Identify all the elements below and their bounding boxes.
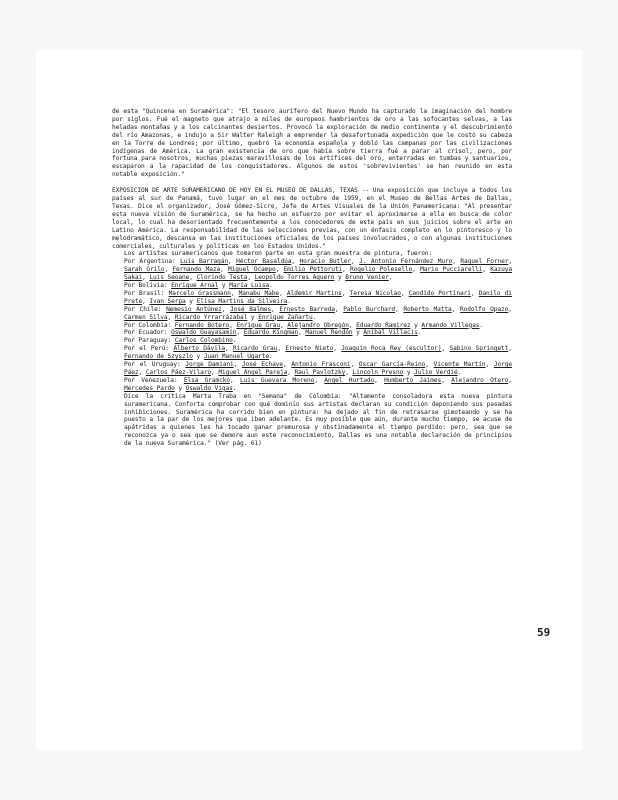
artist-name: Elisa Martins da Silveira — [196, 297, 288, 305]
artist-name: Horacio Butler — [299, 258, 352, 266]
artists-intro: Los artistas suramericanos que tomaron parte en esta gran muestra de pintura, fueron: — [124, 250, 433, 258]
artist-name: Eduardo Ramírez — [356, 321, 411, 329]
artist-name: José Balmes — [229, 305, 271, 313]
artist-name: Ernesto Nieto — [285, 345, 334, 353]
artist-name: Miguel Angel Pareja — [218, 369, 288, 376]
country-artists: Por Argentina: Luis Barragán, Héctor Basaldúa, Horacio Butler, J. Antonio Fernández Muro, Raquel Forner, Sarah Grilo, Fernando Maza, Miguel Ocampo, Emilio Pettoruti, Rogelio Polesello, Mario Pucciarelli, Kazuya Sakai, Luis Seoane, Clorindo Testa, Leopoldo Torres Aguero y Bruno Venier. — [124, 258, 512, 282]
artist-name: Sarah Grilo — [124, 266, 165, 274]
artist-name: Enrique Arnal — [171, 282, 219, 290]
artist-name: Carlos Páez-Vilaro — [145, 369, 212, 376]
page-number: 59 — [537, 626, 551, 639]
artist-name: Sabino Springett — [449, 345, 509, 353]
artist-name: Mario Pucciarelli — [420, 266, 483, 274]
country-artists: Por Ecuador: Oswaldo Guayasamín, Eduardo Kingman, Manuel Rendón y Aníbal Villacís. — [124, 329, 422, 337]
artist-name: Oswaldo Guayasamín — [171, 329, 237, 337]
artist-name: Enrique Zañartu — [258, 313, 313, 321]
artist-name: José Echave — [241, 361, 283, 369]
country-label: Por Ecuador: — [124, 329, 168, 337]
artist-name: Eduardo Kingman — [243, 329, 299, 337]
artist-name: Danilo di Prete — [124, 289, 512, 305]
artist-name: Candido Portinari — [408, 289, 471, 297]
artist-name: Julio Verdié — [414, 369, 458, 376]
country-label: Por el Uruguay: — [124, 361, 181, 369]
artist-name: Marcelo Grassmann — [168, 289, 231, 297]
artist-name: Enrique Grau — [236, 321, 280, 329]
country-label: Por Chile: — [124, 305, 162, 313]
artist-name: Héctor Basaldúa — [236, 258, 292, 266]
artist-name: Ernesto Barreda — [279, 305, 335, 313]
exhibition-paragraph: EXPOSICION DE ARTE SURAMERICANO DE HOY EN EL MUSEO DE DALLAS, TEXAS -- Una exposición que incluye a todos los países al sur de Panamá, tuvo lugar en el mes de octubre de 1959, en el Museo de Bellas Artes de Dallas, Texas. Dice el organizador, José Gómez-Sicre, Jefe de Artes Visuales de la Unión Panamericana: "Al presentar esta nueva visión de Suramérica, se ha hecho un esfuerzo por evitar el aproximarse a ella en busca de color local, lo cual ha desorientado frecuentemente a los conocedores de este país en sus juicios sobre el arte en Latino América. La responsabilidad de las selecciones previas, con un énfasis completo en lo pintoresco y lo melodramático, descansa en las instituciones oficiales de los países involucrados, o con algunas instituciones comerciales, culturales y políticas en los Estados Unidos." — [112, 187, 512, 250]
artist-name: Rogelio Polesello — [350, 266, 413, 274]
country-artists: Por Brasil: Marcelo Grassmann, Manabu Mabe, Aldemir Martins, Teresa Nicolao, Candido Portinari, Danilo di Prete, Ivan Serpa y Elisa Martins da Silveira. — [124, 289, 512, 305]
artist-name: Raul Pavlotzky — [294, 369, 346, 376]
country-label: Por Bolivia: — [124, 282, 168, 290]
country-artists: Por Bolivia: Enrique Arnal y María Luisa. — [124, 282, 273, 290]
document-page — [36, 50, 582, 750]
artist-name: Carmen Silva — [124, 313, 168, 321]
artist-name: Alejandro Otero — [451, 376, 509, 384]
country-artists: Por Chile: Nemesio Antúnez, José Balmes, Ernesto Barreda, Pablo Burchard, Roberto Matta, Rodolfo Opazo, Carmen Silva, Ricardo Yrrarrázabal y Enrique Zañartu. — [124, 305, 512, 321]
artist-name: Fernando Maza — [172, 266, 221, 274]
artist-name: Emilio Pettoruti — [283, 266, 343, 274]
artist-name: Bruno Venier — [345, 274, 389, 282]
article-body — [112, 108, 512, 456]
artist-name: Joaquín Roca Rey (escultor) — [341, 345, 442, 353]
country-label: Por Argentina: — [124, 258, 176, 266]
artist-name: Oscar García-Reino — [358, 361, 426, 369]
artist-name: Teresa Nicolao — [349, 289, 401, 297]
country-artists: Por Venezuela: Elsa Gramcko, Luis Guevara Moreno, Angel Hurtado, Humberto Jaimes, Alejandro Otero, Mercedes Pardo y Oswaldo Vigas. — [124, 376, 512, 392]
country-label: Por Brasil: — [124, 289, 165, 297]
artist-name: Jorge Páez — [124, 361, 512, 376]
artist-name: Elsa Gramcko — [183, 376, 231, 384]
artist-name: Ricardo Yrrarrázabal — [174, 313, 248, 321]
artist-name: Manabu Mabe — [238, 289, 280, 297]
intro-paragraph — [112, 108, 512, 179]
artist-list — [112, 258, 512, 392]
country-artists: Por Paraguay: Carlos Colombino. — [124, 337, 237, 345]
artist-name: Lincoln Presno — [352, 369, 404, 376]
artist-name: Ricardo Grau — [233, 345, 278, 353]
artist-name: Alejandro Obregón — [287, 321, 349, 329]
artist-name: Vicente Martín — [433, 361, 486, 369]
artist-name: Carlos Colombino — [174, 337, 233, 345]
country-label: Por Venezuela: — [124, 376, 178, 384]
artist-name: Juan Manuel Ugarte — [203, 353, 270, 361]
country-artists: Por Colombia: Fernando Botero, Enrique Grau, Alejandro Obregón, Eduardo Ramírez y Armando Villegas. — [124, 321, 484, 329]
artist-name: Fernando Botero — [174, 321, 230, 329]
artist-name: Armando Villegas — [421, 321, 480, 329]
artist-name: Humberto Jaimes — [384, 376, 442, 384]
intro-text: de esta "Quincena en Suramérica": "El tesoro aurífero del Nuevo Mundo ha capturado la imaginación del hombre por siglos. Fué el magneto que atrajo a miles de europeos hambrientos de oro a las sofocantes selvas, a las heladas montañas y a los calcinantes desiertos. Provocó la exploración de medio continente y el descubrimiento del río Amazonas, e indujo a Sir Walter Raleigh a emprender la desafortunada expedición que le costó su cabeza en la Torre de Londres; por último, quebró la economía española y dobló las campanas por las civilizaciones indígenas de América. La gran existencia de oro que había sobre tierra fué a parar al crisol, pero, por fortuna para nosotros, muchas piezas maravillosas de los artífices del oro, enterradas en tumbas y santuarios, escaparon a la rapacidad de los conquistadores. Algunos de estos 'sobrevivientes' se han reunido en esta notable exposición." — [112, 108, 512, 179]
artist-name: María Luisa — [229, 282, 270, 290]
country-label: Por Paraguay: — [124, 337, 172, 345]
artist-name: Raquel Forner — [460, 258, 509, 266]
artist-name: Oswaldo Vigas — [185, 384, 233, 392]
artist-name: Mercedes Pardo — [124, 384, 175, 392]
artist-name: Pablo Burchard — [343, 305, 396, 313]
country-label: Por Colombia: — [124, 321, 172, 329]
artist-name: Luis Barragán — [180, 258, 229, 266]
country-artists: Por el Perú: Alberto Dávila, Ricardo Grau, Ernesto Nieto, Joaquín Roca Rey (escultor), Sabino Springett, Fernando de Szyszlo y Juan Manuel Ugarte. — [124, 345, 512, 361]
artist-name: Luis Guevara Moreno — [240, 376, 315, 384]
artist-name: Miguel Ocampo — [227, 266, 276, 274]
artist-name: Roberto Matta — [403, 305, 452, 313]
country-label: Por el Perú: — [124, 345, 170, 353]
artist-name: Aníbal Villacís — [363, 329, 418, 337]
artist-name: J. Antonio Fernández Muro — [359, 258, 453, 266]
country-artists: Por el Uruguay: Jorge Damiani, José Echave, Antonio Frasconi, Oscar García-Reino, Vicente Martín, Jorge Páez, Carlos Páez-Vilaro, Miguel Angel Pareja, Raul Pavlotzky, Lincoln Presno y Julio Verdié. — [124, 361, 512, 376]
artist-name: Alberto Dávila — [173, 345, 225, 353]
artist-name: Leopoldo Torres Aguero — [254, 274, 335, 282]
artist-name: Clorindo Testa — [196, 274, 248, 282]
artist-name: Luis Seoane — [149, 274, 190, 282]
artist-name: Nemesio Antúnez — [166, 305, 222, 313]
artist-name: Rodolfo Opazo — [460, 305, 509, 313]
artist-name: Ivan Serpa — [149, 297, 186, 305]
closing-paragraph: Dice la crítica Marta Traba en "Semana" de Colombia: "Altamente consoladora esta nueva pintura suramericana. Conforta comprobar con qué dominio sus artistas declaran su condición deponiendo sus pasadas inhibiciones. Suramérica ha corrido bien en pintura: ha dejado al fin de retrasarse gimoteando y se ha puesto a la par de los mejores que iban adelante. Es muy posible que aún, durante mucho tiempo, se acuse de apátridas a quienes les ha tocado ganar premurosa y obstinadamente el tiempo perdido: pero, sea que se reconozca ya o sea que se demore aun este reconocimiento, Dallas es una notable declaración de principios de la nueva Suramérica." (Ver pág. 61) — [124, 392, 512, 448]
artist-name: Angel Hurtado — [324, 376, 375, 384]
artist-name: Manuel Rendón — [305, 329, 353, 337]
exhibition-section — [112, 187, 512, 448]
artist-name: Kazuya Sakai — [124, 266, 512, 282]
artist-name: Aldemir Martins — [286, 289, 342, 297]
artist-name: Fernando de Szyszlo — [124, 353, 193, 361]
artist-name: Antonio Frasconi — [291, 361, 351, 369]
artist-name: Jorge Damiani — [185, 361, 234, 369]
